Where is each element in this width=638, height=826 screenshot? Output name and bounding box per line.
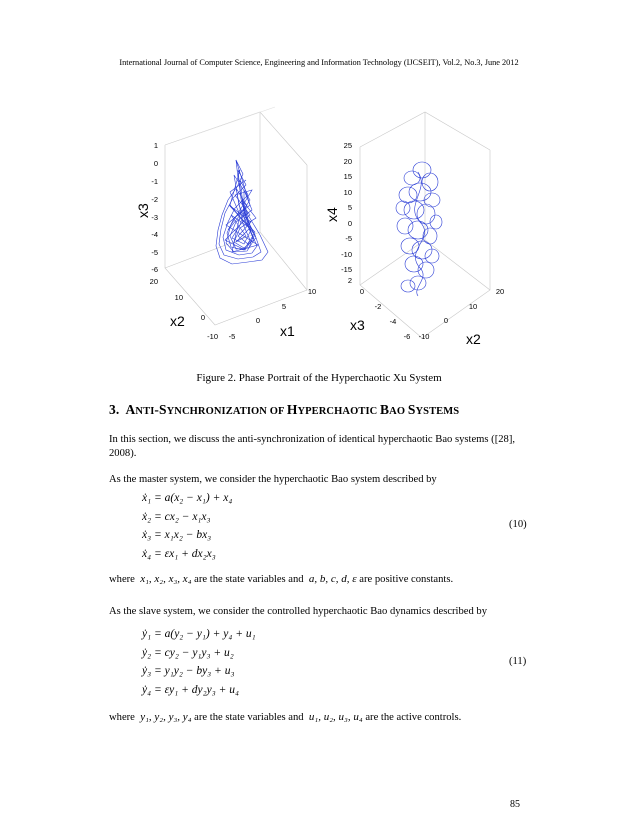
trajectory-loop xyxy=(404,201,424,219)
right-axis-a-label: x3 xyxy=(350,317,365,333)
right-vertical-tick: 10 xyxy=(343,188,352,197)
right-axis-a-tick: -4 xyxy=(389,317,397,326)
left-axis-a-label: x2 xyxy=(170,313,185,329)
master-paragraph: As the master system, we consider the hyperchaotic Bao system described by xyxy=(109,474,437,485)
left-axis-a-tick: 20 xyxy=(149,277,158,286)
left-vertical-tick: -1 xyxy=(151,177,158,186)
master-eq-4: ẋ₄ = εx₁ + dx₂x₃ xyxy=(142,547,216,560)
left-axis-b-tick: 0 xyxy=(255,316,261,325)
right-vertical-tick: 5 xyxy=(347,203,352,212)
equation-number-10: (10) xyxy=(509,519,527,530)
right-vertical-tick: -15 xyxy=(341,265,352,274)
left-axis-b-tick: 10 xyxy=(307,287,317,296)
right-axis-b-tick: 0 xyxy=(443,316,449,325)
right-vertical-tick: 15 xyxy=(343,172,352,181)
slave-eq-3: ẏ₃ = y₁y₂ − by₃ + u₃ xyxy=(142,665,235,677)
trajectory-loop xyxy=(396,201,410,215)
where-paragraph-1: where x₁, x₂, x₃, x₄ are the state variables and a, b, c, d, ε are positive constants. xyxy=(109,573,454,585)
left-axis-a-tick: 0 xyxy=(200,313,205,322)
right-vertical-tick: -5 xyxy=(345,234,352,243)
right-axis-b-tick: -10 xyxy=(418,332,430,341)
trajectory-loop xyxy=(401,280,415,292)
trajectory-loop xyxy=(397,218,413,234)
left-axis-b-tick: 5 xyxy=(281,302,287,311)
slave-eq-2: ẏ₂ = cy₂ − y₁y₃ + u₂ xyxy=(142,646,234,659)
slave-equations xyxy=(142,628,256,702)
trajectory-loop xyxy=(399,187,417,203)
left-axis-a-tick: 10 xyxy=(174,293,183,302)
left-axis-a-tick: -10 xyxy=(207,332,218,341)
trajectory-loop xyxy=(413,162,431,178)
page-number: 85 xyxy=(510,799,520,810)
left-vertical-tick: -2 xyxy=(151,195,158,204)
right-axis-a-tick: -6 xyxy=(403,332,411,341)
slave-paragraph: As the slave system, we consider the controlled hyperchaotic Bao dynamics described by xyxy=(109,606,488,617)
trajectory-loop xyxy=(409,183,431,201)
right-axis-a-tick: -2 xyxy=(374,302,382,311)
running-header: International Journal of Computer Science, Engineering and Information Technology (IJCSEIT), Vol.2, No.3, June 2012 xyxy=(119,58,519,67)
where-paragraph-2: where y₁, y₂, y₃, y₄ are the state variables and u₁, u₂, u₃, u₄ are the active controls. xyxy=(109,711,462,723)
left-vertical-label: x3 xyxy=(135,203,151,218)
right-axis-a-tick: 0 xyxy=(359,287,365,296)
slave-eq-1: ẏ₁ = a(y₂ − y₁) + y₄ + u₁ xyxy=(142,628,256,640)
right-attractor-trajectory xyxy=(396,162,442,296)
left-vertical-tick: -3 xyxy=(151,213,158,222)
right-vertical-tick: 0 xyxy=(347,219,352,228)
right-vertical-label: x4 xyxy=(324,207,340,222)
equation-number-11: (11) xyxy=(509,656,527,667)
left-vertical-tick: 1 xyxy=(153,141,158,150)
left-axis-b-label: x1 xyxy=(280,323,295,339)
right-vertical-tick: 20 xyxy=(343,157,352,166)
trajectory-loop xyxy=(424,193,440,207)
section-heading: 3. ANTI-SYNCHRONIZATION OF HYPERCHAOTIC BAO SYSTEMS xyxy=(109,402,460,417)
left-vertical-tick: -4 xyxy=(151,230,158,239)
phase-portrait-figure xyxy=(0,0,638,370)
figure-caption: Figure 2. Phase Portrait of the Hyperchaotic Xu System xyxy=(196,372,442,384)
right-axis-b-tick: 10 xyxy=(468,302,478,311)
left-vertical-tick: -6 xyxy=(151,265,158,274)
left-vertical-tick: 0 xyxy=(153,159,158,168)
slave-eq-4: ẏ₄ = εy₁ + dy₂y₃ + u₄ xyxy=(142,683,239,696)
right-axis-b-label: x2 xyxy=(466,331,481,347)
master-eq-2: ẋ₂ = cx₂ − x₁x₃ xyxy=(142,510,211,523)
right-vertical-tick: -10 xyxy=(341,250,352,259)
master-equations xyxy=(142,492,232,566)
right-axis-b-tick: 20 xyxy=(495,287,505,296)
master-eq-3: ẋ₃ = x₁x₂ − bx₃ xyxy=(142,529,212,541)
right-axis-a-tick: 2 xyxy=(347,276,353,285)
section-number: 3. xyxy=(109,402,120,417)
intro-paragraph: In this section, we discuss the anti-synchronization of identical hyperchaotic Bao systems ([28], 2008). xyxy=(109,434,515,459)
right-vertical-tick: 25 xyxy=(343,141,352,150)
left-vertical-tick: -5 xyxy=(151,248,158,257)
master-eq-1: ẋ₁ = a(x₂ − x₁) + x₄ xyxy=(142,492,233,504)
left-axis-b-tick: -5 xyxy=(228,332,236,341)
